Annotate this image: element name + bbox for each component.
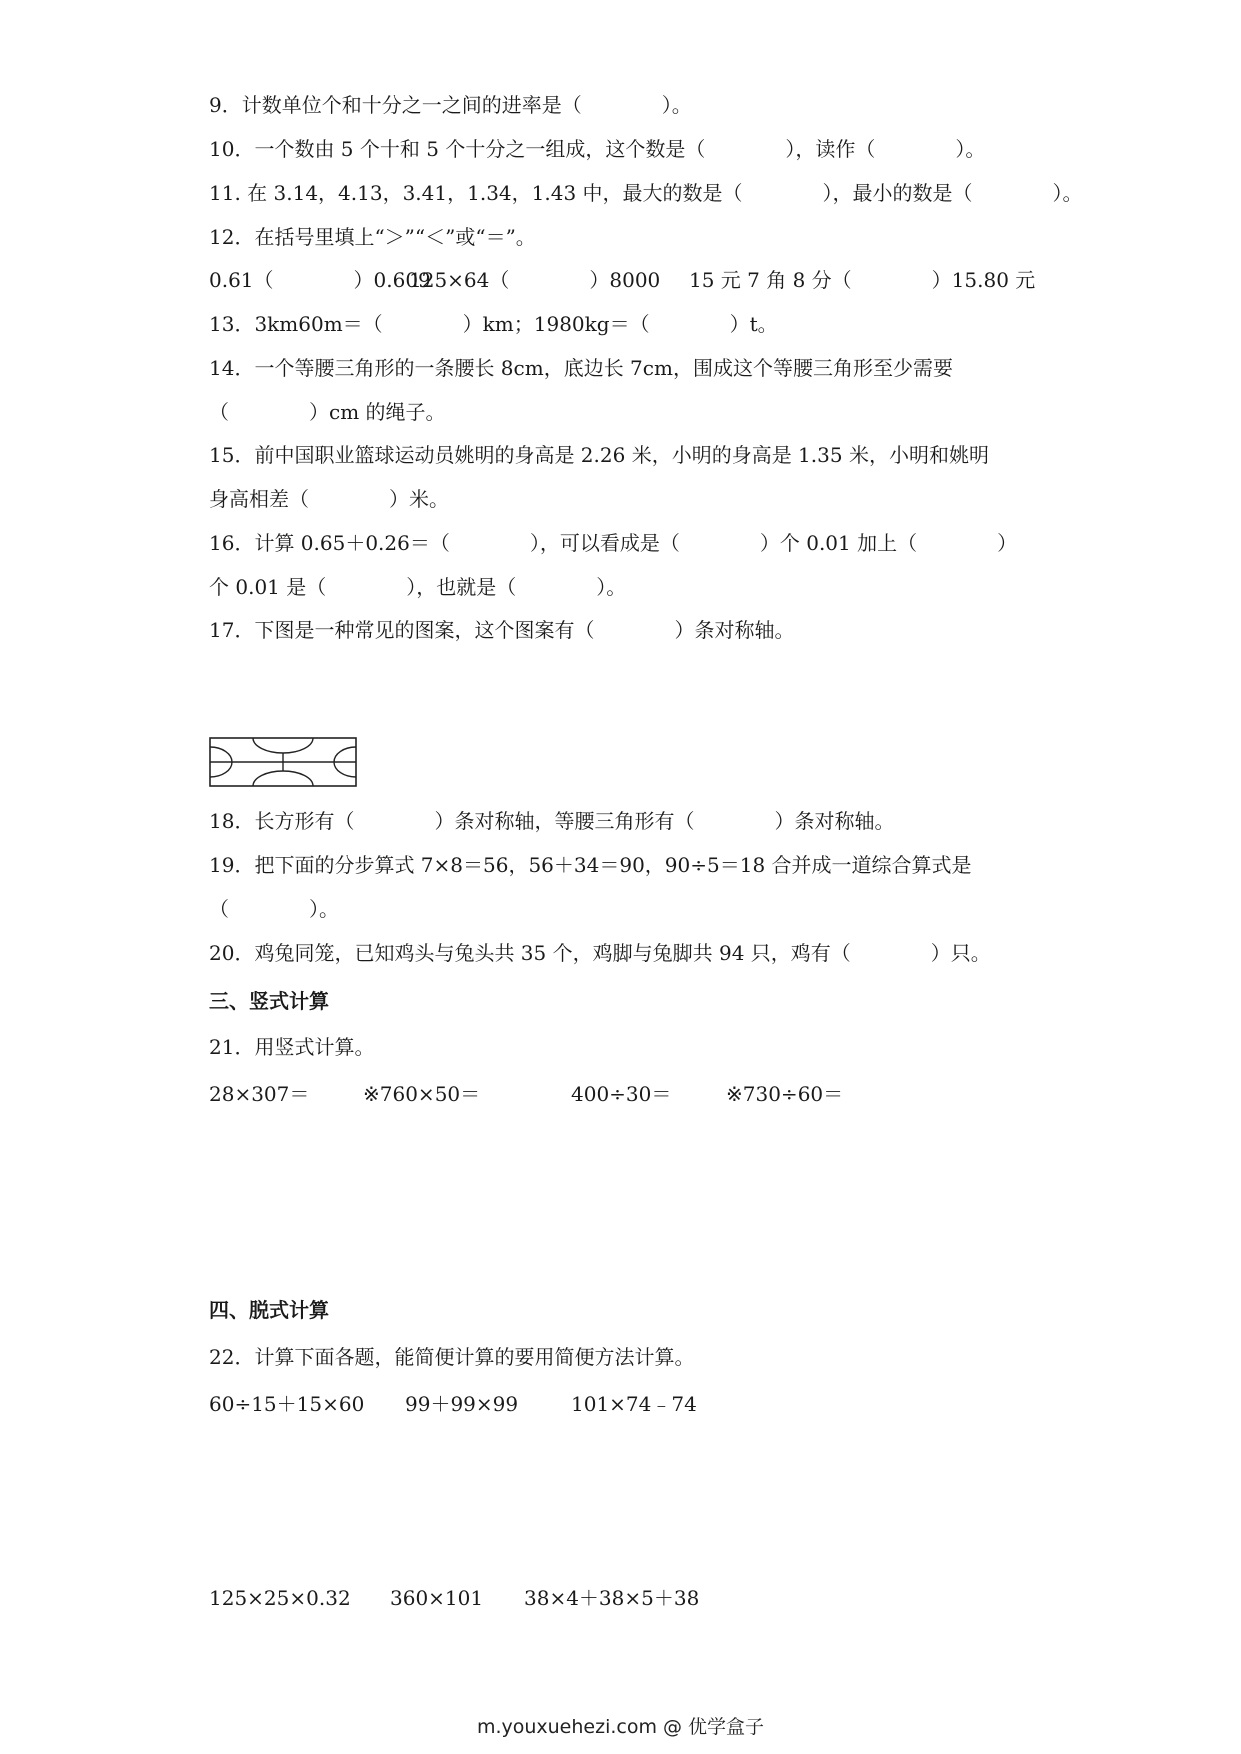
question-12-items [209, 266, 1036, 294]
calc-item-4: ※730÷60＝ [726, 1082, 844, 1106]
calc-item-1: 28×307＝ [209, 1082, 310, 1106]
question-13: 13．3km60m＝（ ）km；1980kg＝（ ）t。 [209, 312, 778, 336]
stepwise-item-2: 99＋99×99 [405, 1392, 519, 1416]
question-12: 12．在括号里填上“＞”“＜”或“＝”。 [209, 225, 536, 249]
stepwise-item-3: 101×74﹣74 [571, 1392, 697, 1416]
compare-item-1: 0.61（ ）0.609 [209, 268, 431, 292]
question-18: 18．长方形有（ ）条对称轴，等腰三角形有（ ）条对称轴。 [209, 809, 895, 833]
stepwise-calc-row-1 [209, 1390, 697, 1418]
compare-item-3: 15 元 7 角 8 分（ ）15.80 元 [689, 268, 1036, 292]
section-3-title: 三、竖式计算 [209, 989, 329, 1013]
stepwise-item-4: 125×25×0.32 [209, 1586, 351, 1610]
compare-item-2: 125×64（ ）8000 [409, 268, 661, 292]
stepwise-calc-row-2 [209, 1584, 700, 1612]
question-16-line-2: 个 0.01 是（ ），也就是（ ）。 [209, 575, 627, 599]
calc-item-2: ※760×50＝ [363, 1082, 481, 1106]
question-14-line-2: （ ）cm 的绳子。 [209, 400, 446, 424]
question-21: 21．用竖式计算。 [209, 1035, 375, 1059]
question-17: 17．下图是一种常见的图案，这个图案有（ ）条对称轴。 [209, 618, 795, 642]
question-22: 22．计算下面各题，能简便计算的要用简便方法计算。 [209, 1345, 695, 1369]
question-15-line-1: 15．前中国职业篮球运动员姚明的身高是 2.26 米，小明的身高是 1.35 米，小明和姚明 [209, 443, 989, 467]
question-19-line-1: 19．把下面的分步算式 7×8＝56，56＋34＝90，90÷5＝18 合并成一道综合算式是 [209, 853, 972, 877]
question-16-line-1: 16．计算 0.65＋0.26＝（ ），可以看成是（ ）个 0.01 加上（ ） [209, 531, 1018, 555]
symmetry-pattern-figure [209, 737, 357, 787]
question-11: 11. 在 3.14，4.13，3.41，1.34，1.43 中，最大的数是（ ），最小的数是（ ）。 [209, 181, 1083, 205]
question-20: 20．鸡兔同笼，已知鸡头与兔头共 35 个，鸡脚与兔脚共 94 只，鸡有（ ）只。 [209, 941, 991, 965]
question-15-line-2: 身高相差（ ）米。 [209, 487, 449, 511]
section-4-title: 四、脱式计算 [209, 1298, 329, 1322]
calc-item-3: 400÷30＝ [571, 1082, 672, 1106]
stepwise-item-5: 360×101 [390, 1586, 484, 1610]
question-9: 9．计数单位个和十分之一之间的进率是（ ）。 [209, 93, 692, 117]
vertical-calc-row [209, 1080, 844, 1108]
question-14-line-1: 14．一个等腰三角形的一条腰长 8cm，底边长 7cm，围成这个等腰三角形至少需要 [209, 356, 953, 380]
question-10: 10．一个数由 5 个十和 5 个十分之一组成，这个数是（ ），读作（ ）。 [209, 137, 986, 161]
stepwise-item-6: 38×4＋38×5＋38 [524, 1586, 700, 1610]
footer-watermark: m.youxuehezi.com @ 优学盒子 [476, 1716, 765, 1738]
stepwise-item-1: 60÷15＋15×60 [209, 1392, 365, 1416]
question-19-line-2: （ ）。 [209, 897, 339, 921]
